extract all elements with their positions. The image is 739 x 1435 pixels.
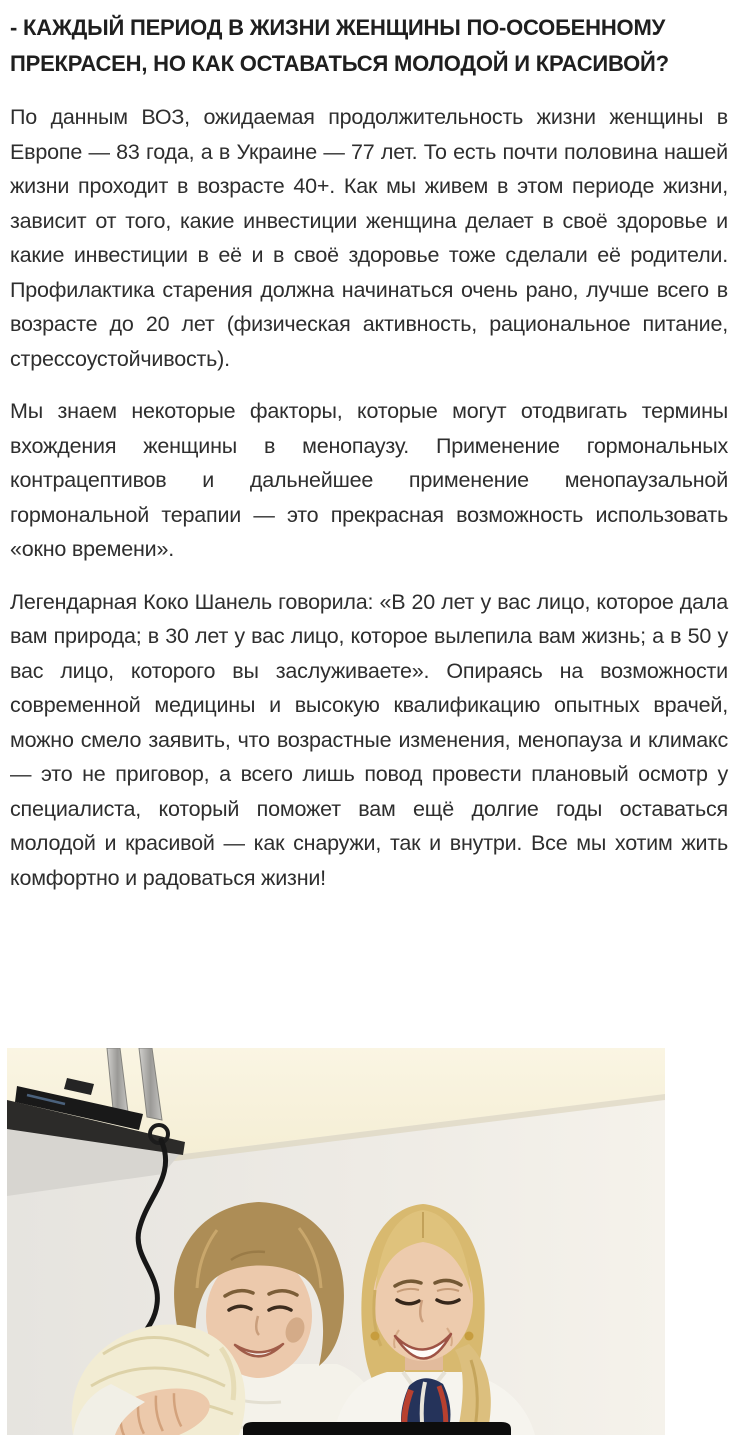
black-panel xyxy=(243,1422,511,1435)
earring-right xyxy=(465,1332,474,1341)
article-photo xyxy=(7,1048,665,1435)
photo-illustration xyxy=(7,1048,665,1435)
article-paragraph-2: Мы знаем некоторые факторы, которые могут отодвигать термины вхождения женщины в менопаузу. Применение гормональных контрацептивов и дальнейшее применение менопаузальной гормональной терапии — это прекрасная возможность использовать «окно времени». xyxy=(10,399,728,561)
article-heading: - КАЖДЫЙ ПЕРИОД В ЖИЗНИ ЖЕНЩИНЫ ПО-ОСОБЕННОМУ ПРЕКРАСЕН, НО КАК ОСТАВАТЬСЯ МОЛОДОЙ И КРАСИВОЙ? xyxy=(10,15,669,76)
article-paragraph-3: Легендарная Коко Шанель говорила: «В 20 лет у вас лицо, которое дала вам природа; в 30 лет у вас лицо, которое вылепила вам жизнь; а в 50 у вас лицо, которого вы заслуживаете». Опираясь на возможности современной медицины и высокую квалификацию опытных врачей, можно смело заявить, что возрастные изменения, менопауза и климакс — это не приговор, а всего лишь повод провести плановый осмотр у специалиста, который поможет вам ещё долгие годы оставаться молодой и красивой — как снаружи, так и внутри. Все мы хотим жить комфортно и радоваться жизни! xyxy=(10,589,728,890)
article-paragraph-1: По данным ВОЗ, ожидаемая продолжительность жизни женщины в Европе — 83 года, а в Украине — 77 лет. То есть почти половина нашей жизни проходит в возрасте 40+. Как мы живем в этом периоде жизни, зависит от того, какие инвестиции женщина делает в своё здоровье и какие инвестиции в её и в своё здоровье тоже сделали её родители. Профилактика старения должна начинаться очень рано, лучше всего в возрасте до 20 лет (физическая активность, рациональное питание, стрессоустойчивость). xyxy=(10,105,728,371)
earring-left xyxy=(371,1332,380,1341)
